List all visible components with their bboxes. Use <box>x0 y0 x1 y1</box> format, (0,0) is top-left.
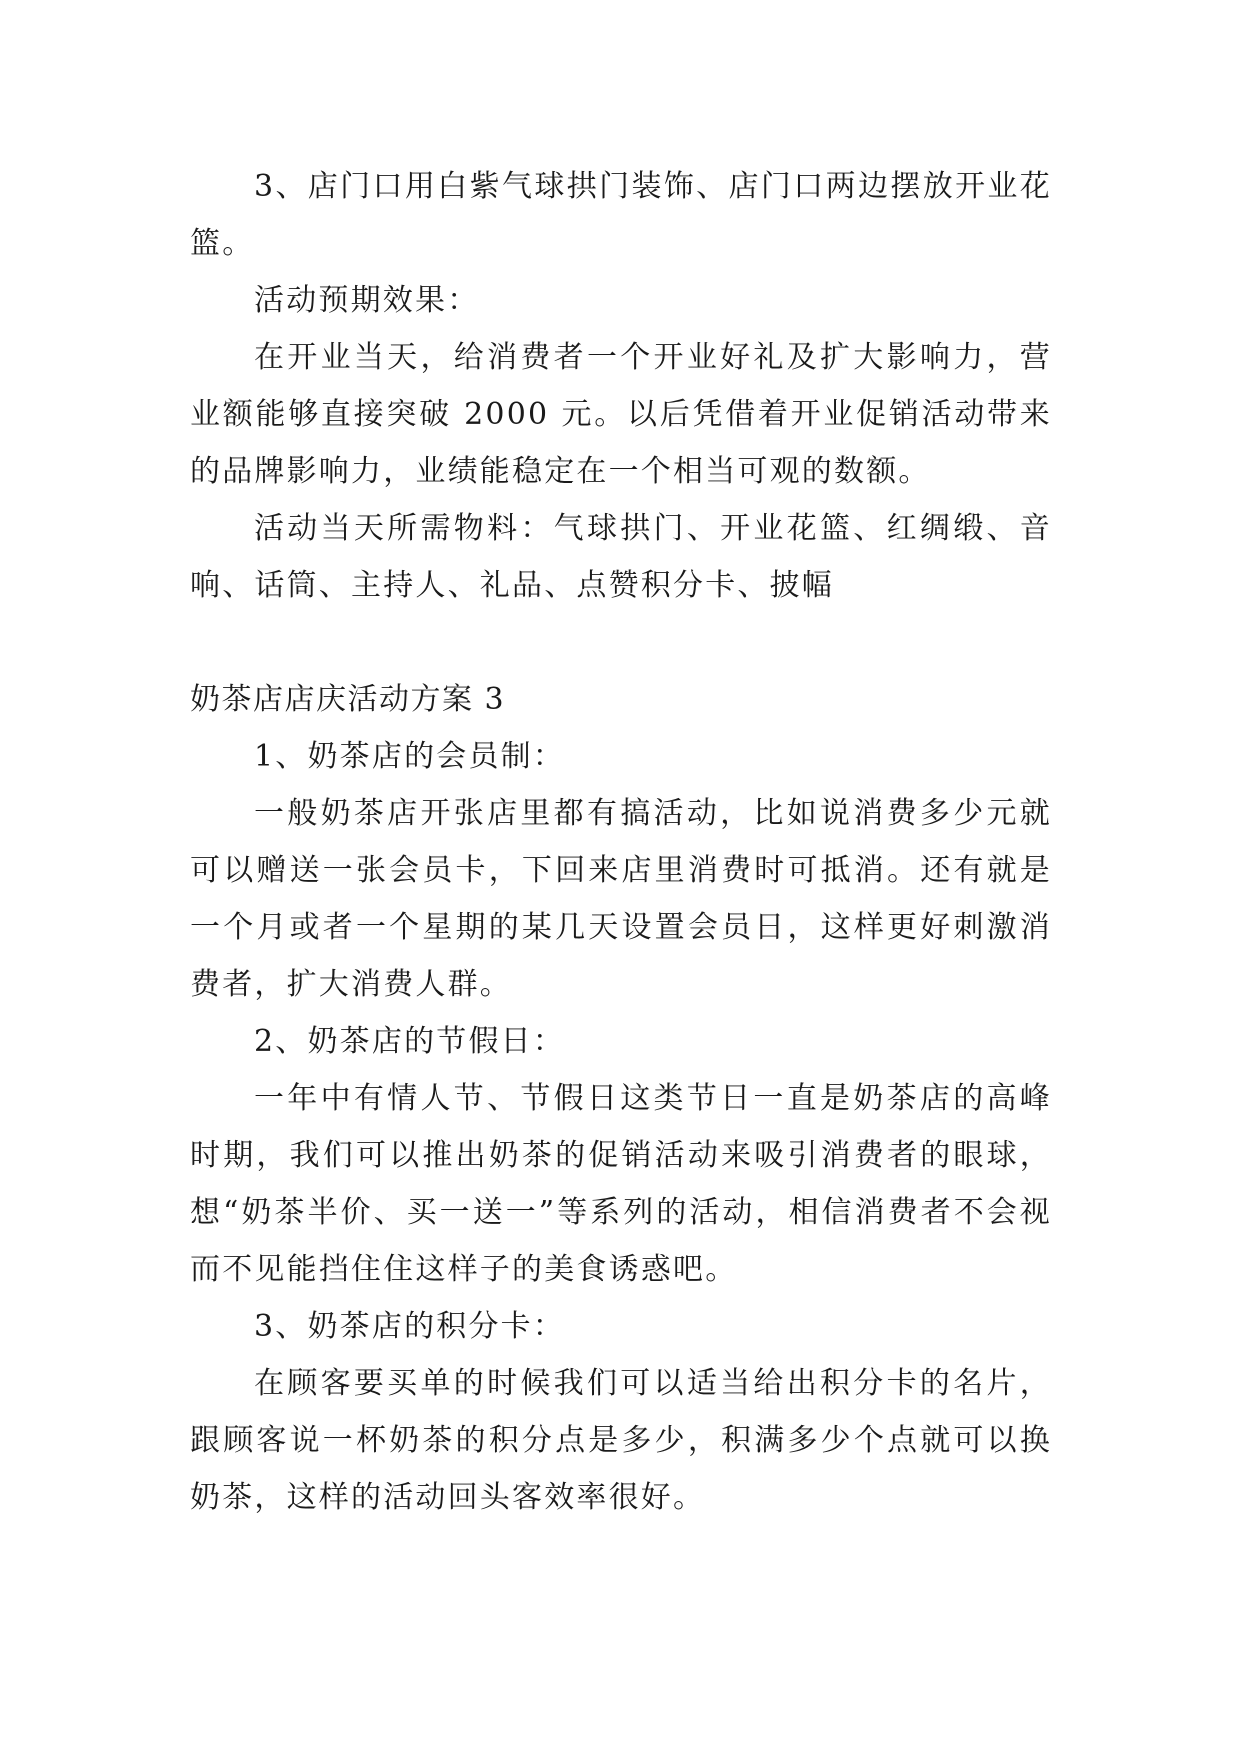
section-title: 奶茶店店庆活动方案 3 <box>190 682 506 717</box>
paragraph-membership: 一般奶茶店开张店里都有搞活动，比如说消费多少元就可以赠送一张会员卡，下回来店里消费时可抵消。还有就是一个月或者一个星期的某几天设置会员日，这样更好刺激消费者，扩大消费人群。 <box>190 796 1052 1002</box>
paragraph-holidays: 一年中有情人节、节假日这类节日一直是奶茶店的高峰时期，我们可以推出奶茶的促销活动来吸引消费者的眼球，想“奶茶半价、买一送一”等系列的活动，相信消费者不会视而不见能挡住住这样子的美食诱惑吧。 <box>190 1081 1052 1287</box>
paragraph-holidays-label: 2、奶茶店的节假日： <box>254 1024 566 1059</box>
paragraph-expected-effect-label: 活动预期效果： <box>254 283 480 318</box>
paragraph-points-card: 在顾客要买单的时候我们可以适当给出积分卡的名片，跟顾客说一杯奶茶的积分点是多少，积满多少个点就可以换奶茶，这样的活动回头客效率很好。 <box>190 1366 1052 1515</box>
paragraph-expected-effect: 在开业当天，给消费者一个开业好礼及扩大影响力，营业额能够直接突破 2000 元。以后凭借着开业促销活动带来的品牌影响力，业绩能稳定在一个相当可观的数额。 <box>190 340 1052 489</box>
paragraph-materials: 活动当天所需物料：气球拱门、开业花篮、红绸缎、音响、话筒、主持人、礼品、点赞积分卡、披幅 <box>190 511 1052 603</box>
paragraph-points-card-label: 3、奶茶店的积分卡： <box>254 1309 566 1344</box>
document-body <box>190 158 1052 1526</box>
paragraph-membership-label: 1、奶茶店的会员制： <box>254 739 566 774</box>
section-gap <box>190 614 1052 671</box>
paragraph-balloon-decoration: 3、店门口用白紫气球拱门装饰、店门口两边摆放开业花篮。 <box>190 169 1052 261</box>
